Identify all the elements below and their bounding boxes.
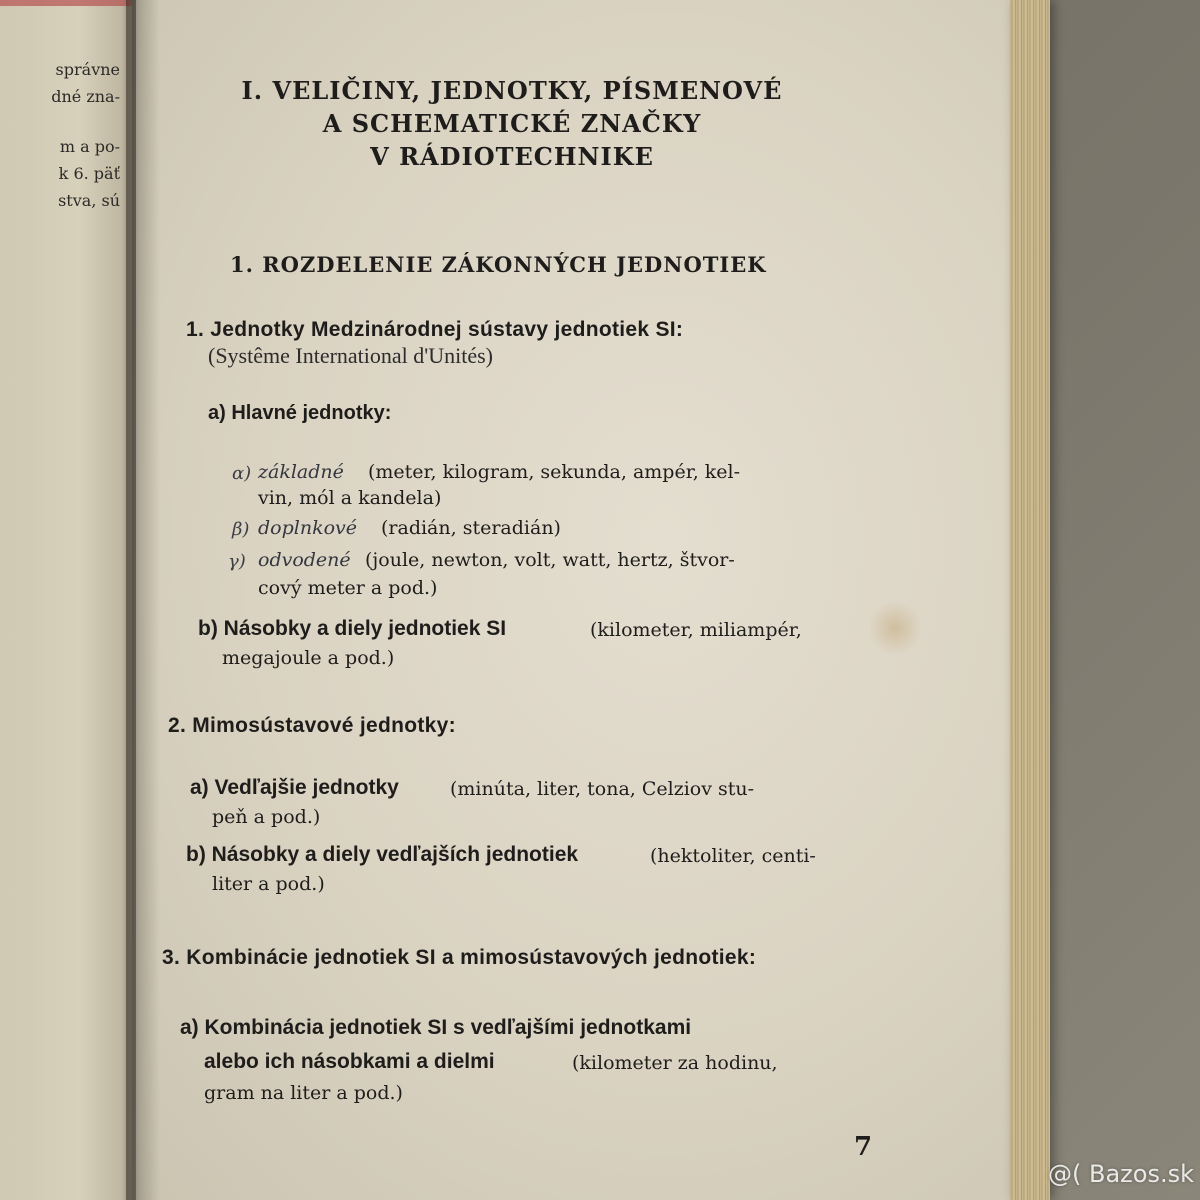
gamma-line1: (joule, newton, volt, watt, hertz, štvor- <box>365 549 735 571</box>
s2-heading: 2. Mimosústavové jednotky: <box>168 714 456 737</box>
chapter-title-line: A SCHEMATICKÉ ZNAČKY <box>322 109 702 138</box>
beta-term: doplnkové <box>258 517 358 539</box>
s1-b-line2: megajoule a pod.) <box>222 647 395 669</box>
page-number: 7 <box>854 1132 873 1162</box>
s1-heading: 1. Jednotky Medzinárodnej sústavy jednotiek SI: <box>186 318 684 341</box>
s3-a-label: a) Kombinácia jednotiek SI s vedľajšími jednotkami <box>180 1016 692 1039</box>
beta-marker: β) <box>232 519 250 540</box>
chapter-title-line: V RÁDIOTECHNIKE <box>370 142 654 171</box>
section-title: 1. ROZDELENIE ZÁKONNÝCH JEDNOTIEK <box>230 252 767 277</box>
s2-a-line1: (minúta, liter, tona, Celziov stu- <box>450 778 755 800</box>
s1-b-label: b) Násobky a diely jednotiek SI <box>198 617 507 640</box>
left-line: k 6. päť <box>58 164 120 183</box>
alpha-term: základné <box>258 461 344 483</box>
beta-line1: (radián, steradián) <box>381 517 561 539</box>
s3-a-line3: gram na liter a pod.) <box>204 1082 403 1104</box>
alpha-marker: α) <box>232 463 252 484</box>
left-line: dné zna- <box>51 87 120 106</box>
gamma-line2: cový meter a pod.) <box>258 577 438 599</box>
gamma-marker: γ) <box>228 551 246 572</box>
s2-b-line2: liter a pod.) <box>212 873 325 895</box>
s2-a-label: a) Vedľajšie jednotky <box>190 776 399 799</box>
alpha-line1: (meter, kilogram, sekunda, ampér, kel- <box>368 461 741 483</box>
s3-heading: 3. Kombinácie jednotiek SI a mimosústavových jednotiek: <box>162 946 757 969</box>
s2-b-label: b) Násobky a diely vedľajších jednotiek <box>186 843 579 866</box>
s2-b-line1: (hektoliter, centi- <box>650 845 816 867</box>
s1-b-line1: (kilometer, miliampér, <box>590 619 802 641</box>
s1-a-label: a) Hlavné jednotky: <box>208 402 392 424</box>
left-line: stva, sú <box>58 191 120 210</box>
chapter-title-line: I. VELIČINY, JEDNOTKY, PÍSMENOVÉ <box>241 76 783 105</box>
left-line: m a po- <box>59 137 120 156</box>
watermark-logo: @( Bazos.sk <box>1048 1160 1194 1188</box>
left-line: správne <box>55 60 120 79</box>
s3-a-line2-bold: alebo ich násobkami a dielmi <box>204 1050 495 1073</box>
alpha-line2: vin, mól a kandela) <box>258 487 442 509</box>
gamma-term: odvodené <box>258 549 351 571</box>
s2-a-line2: peň a pod.) <box>212 806 321 828</box>
s3-a-line2-rest: (kilometer za hodinu, <box>572 1052 778 1074</box>
s1-subheading: (Systême International d'Unités) <box>208 343 494 368</box>
chapter-title <box>212 74 812 173</box>
